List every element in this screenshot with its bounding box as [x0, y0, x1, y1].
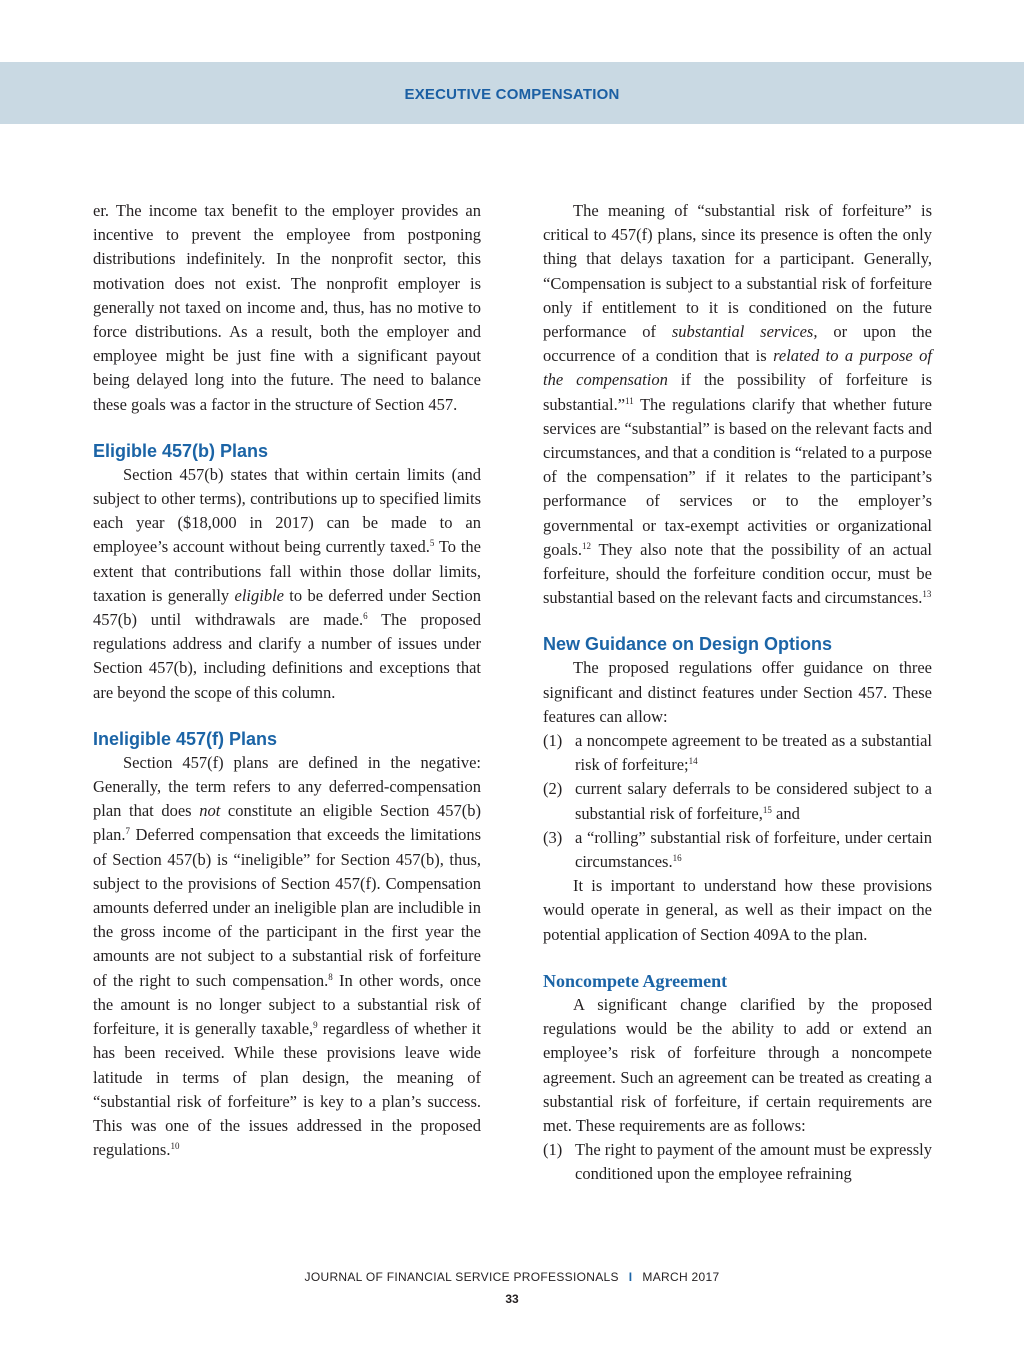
list-item: (3) a “rolling” substantial risk of forfeiture, under certain circumstances.$^{16}$	[543, 827, 932, 872]
footnote-ref: 13	[922, 589, 932, 600]
footnote-ref: 6	[363, 611, 368, 622]
list-item: (1) a noncompete agreement to be treated as a substantial risk of forfeiture;$^{14}$	[543, 731, 932, 775]
footnote-ref: 16	[672, 853, 682, 864]
footnote-ref: 7	[125, 826, 131, 837]
footnote-ref: 12	[581, 540, 591, 551]
footnote-ref: 5	[429, 538, 435, 549]
paragraph: er. The income tax benefit to the employer provides an incentive to prevent the employee from postponing distributions indefinitely. In the nonprofit sector, this motivation does not exist. The nonprofit employer is generally not taxed on income and, thus, has no motive to force distributions. As a result, both the employer and employee might be just fine with a significant payout being delayed long into the future. The need to balance these goals was a factor in the structure of Section 457.	[93, 201, 481, 414]
right-column	[543, 199, 932, 1187]
feature-list	[543, 729, 932, 874]
section-header: EXECUTIVE COMPENSATION	[404, 86, 620, 103]
footnote-ref: 10	[170, 1141, 180, 1152]
paragraph: The proposed regulations offer guidance on three significant and distinct features under Section 457. These features can allow:	[543, 658, 932, 726]
paragraph: A significant change clarified by the proposed regulations would be the ability to add or extend an employee’s risk of forfeiture through a noncompete agreement. Such an agreement can be treated as creating a substantial risk of forfeiture, if certain requirements are met. These requirements are as follows:	[543, 994, 932, 1135]
journal-name: JOURNAL OF FINANCIAL SERVICE PROFESSIONALS	[304, 1270, 619, 1284]
heading-eligible-457b: Eligible 457(b) Plans	[93, 440, 269, 461]
footnote-ref: 11	[625, 395, 634, 406]
list-item: (2) current salary deferrals to be considered subject to a substantial risk of forfeiture,$^{15}$ and	[543, 779, 932, 823]
list-item: (1) The right to payment of the amount must be expressly conditioned upon the employee refraining	[543, 1140, 932, 1184]
footer	[0, 1270, 1024, 1284]
issue-date: MARCH 2017	[642, 1270, 720, 1284]
page-number: 33	[505, 1292, 519, 1306]
footnote-ref: 14	[688, 756, 698, 767]
paragraph: It is important to understand how these provisions would operate in general, as well as their impact on the potential application of Section 409A to the plan.	[543, 876, 932, 944]
left-column	[93, 199, 481, 1162]
footnote-ref: 15	[762, 804, 772, 815]
footer-separator: I	[628, 1270, 633, 1284]
heading-noncompete: Noncompete Agreement	[543, 970, 728, 991]
footnote-ref: 8	[328, 971, 333, 982]
paragraph: The meaning of “substantial risk of forfeiture” is critical to 457(f) plans, since its presence is often the only thing that delays taxation for a participant. Generally, “Compensation is subject to a substantial risk of forfeiture only if entitlement to it is conditioned on the future performance of substantial services, or upon the occurrence of a condition that is related to a purpose of the compensation if the possibility of forfeiture is substantial.”$^{11}$ The regulations clarify that whether future services are “substantial” is based on the relevant facts and circumstances, and that a condition is “related to a purpose of the compensation” if it relates to the participant’s performance of services or to the employer’s governmental or tax-exempt activities or organizational goals.$^{12}$ They also note that the possibility of an actual forfeiture, should the forfeiture condition occur, must be substantial based on the relevant facts and circumstances.$^{13}$	[543, 201, 933, 608]
paragraph: Section 457(b) states that within certain limits (and subject to other terms), contributions up to specified limits each year ($18,000 in 2017) can be made to an employee’s account without being currently taxed.$^5$ To the extent that contributions fall within those dollar limits, taxation is generally eligible to be deferred under Section 457(b) until withdrawals are made.$^6$ The proposed regulations address and clarify a number of issues under Section 457(b), including definitions and exceptions that are beyond the scope of this column.	[93, 464, 482, 702]
heading-ineligible-457f: Ineligible 457(f) Plans	[93, 728, 278, 749]
heading-new-guidance: New Guidance on Design Options	[543, 634, 833, 655]
requirements-list	[543, 1138, 932, 1186]
paragraph: Section 457(f) plans are defined in the negative: Generally, the term refers to any deferred-compensation plan that does not constitute an eligible Section 457(b) plan.$^7$ Deferred compensation that exceeds the limitations of Section 457(b) is “ineligible” for Section 457(b), thus, subject to the provisions of Section 457(f). Compensation amounts deferred under an ineligible plan are includible in the gross income of the participant in the first year the amounts are not subject to a substantial risk of forfeiture of the right to such compensation.$^8$ In other words, once the amount is no longer subject to a substantial risk of forfeiture, it is generally taxable,$^9$ regardless of whether it has been received. While these provisions leave wide latitude in terms of plan design, the meaning of “substantial risk of forfeiture” is key to a plan’s success. This was one of the issues addressed in the proposed regulations.$^{10}$	[93, 752, 481, 1160]
footnote-ref: 9	[313, 1020, 318, 1031]
